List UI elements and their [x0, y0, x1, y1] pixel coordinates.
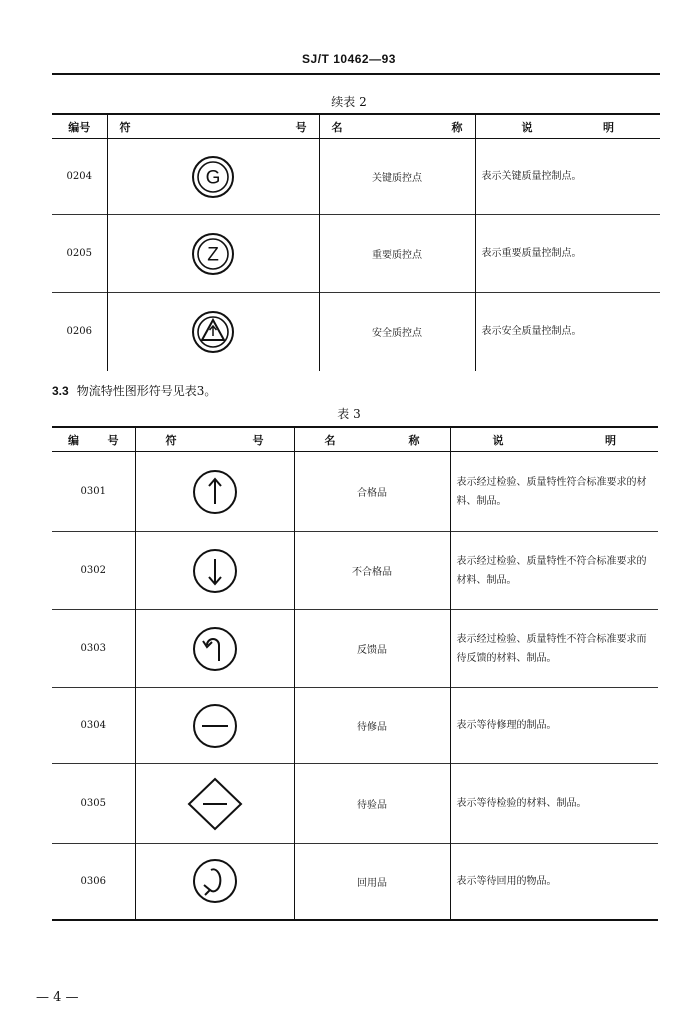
- table-row: [52, 139, 660, 215]
- circle-dash-icon: [191, 702, 239, 750]
- row-code: 0302: [52, 532, 135, 610]
- row-code: 0305: [52, 764, 135, 844]
- circle-arrow-up-icon: [191, 468, 239, 516]
- table-row: [52, 764, 658, 844]
- circle-arrow-down-icon: [191, 547, 239, 595]
- row-description: 表示等待回用的物品。: [450, 844, 658, 920]
- row-description: 表示等待检验的材料、制品。: [450, 764, 658, 844]
- table-row: [52, 688, 658, 764]
- row-code: 0303: [52, 610, 135, 688]
- table-row: [52, 844, 658, 920]
- col-symbol-header: 符 号: [135, 427, 294, 452]
- section-3-3: 3.3 物流特性图形符号见表3。: [52, 384, 217, 398]
- row-code: 0206: [52, 293, 107, 371]
- row-description: 表示等待修理的制品。: [450, 688, 658, 764]
- circle-G-icon: [191, 155, 235, 199]
- row-name: 不合格品: [294, 532, 450, 610]
- row-code: 0301: [80, 486, 106, 497]
- col-code-header: 编 号: [52, 427, 135, 452]
- col-name-header: 名 称: [319, 114, 475, 139]
- row-description: 表示重要质量控制点。: [475, 215, 660, 293]
- table-row: [52, 532, 658, 610]
- row-description: 表示经过检验、质量特性不符合标准要求的材料、制品。: [450, 532, 658, 610]
- standard-number-header: SJ/T 10462—93: [302, 52, 396, 66]
- circle-Z-icon: [191, 232, 235, 276]
- row-description: 表示安全质量控制点。: [475, 293, 660, 371]
- col-name-header: 名 称: [294, 427, 450, 452]
- row-code: 0205: [52, 215, 107, 293]
- table-row: [52, 452, 658, 532]
- row-name: 反馈品: [294, 610, 450, 688]
- circle-warning-triangle-icon: [191, 310, 235, 354]
- table-2: [52, 113, 660, 371]
- row-name: 合格品: [294, 452, 450, 532]
- col-desc-header: 说 明: [475, 114, 660, 139]
- row-name: 重要质控点: [319, 215, 475, 293]
- row-code: 0304: [52, 688, 135, 764]
- table-row: [52, 293, 660, 371]
- row-name: 待验品: [294, 764, 450, 844]
- table3-caption: 表 3: [337, 407, 361, 421]
- circle-return-arrow-icon: [191, 625, 239, 673]
- row-description: 表示经过检验、质量特性不符合标准要求而待反馈的材料、制品。: [450, 610, 658, 688]
- header-rule: [52, 73, 660, 75]
- page-number: — 4 —: [36, 990, 79, 1005]
- circle-loop-arrow-icon: [191, 857, 239, 905]
- svg-text:Z: Z: [207, 244, 219, 265]
- col-desc-header: 说 明: [450, 427, 658, 452]
- row-code: 0204: [66, 171, 92, 182]
- row-name: 安全质控点: [319, 293, 475, 371]
- row-name: 待修品: [294, 688, 450, 764]
- svg-text:G: G: [205, 167, 221, 188]
- table2-caption: 续表 2: [331, 95, 367, 109]
- col-code-header: 编号: [52, 114, 107, 139]
- row-name: 回用品: [294, 844, 450, 920]
- row-description: 表示关键质量控制点。: [475, 139, 660, 215]
- table-row: [52, 215, 660, 293]
- col-symbol-header: 符 号: [107, 114, 319, 139]
- row-code: 0306: [52, 844, 135, 920]
- row-name: 关键质控点: [319, 139, 475, 215]
- table-3: [52, 426, 658, 921]
- row-description: 表示经过检验、质量特性符合标准要求的材料、制品。: [450, 452, 658, 532]
- table-row: [52, 610, 658, 688]
- diamond-dash-icon: [185, 776, 245, 832]
